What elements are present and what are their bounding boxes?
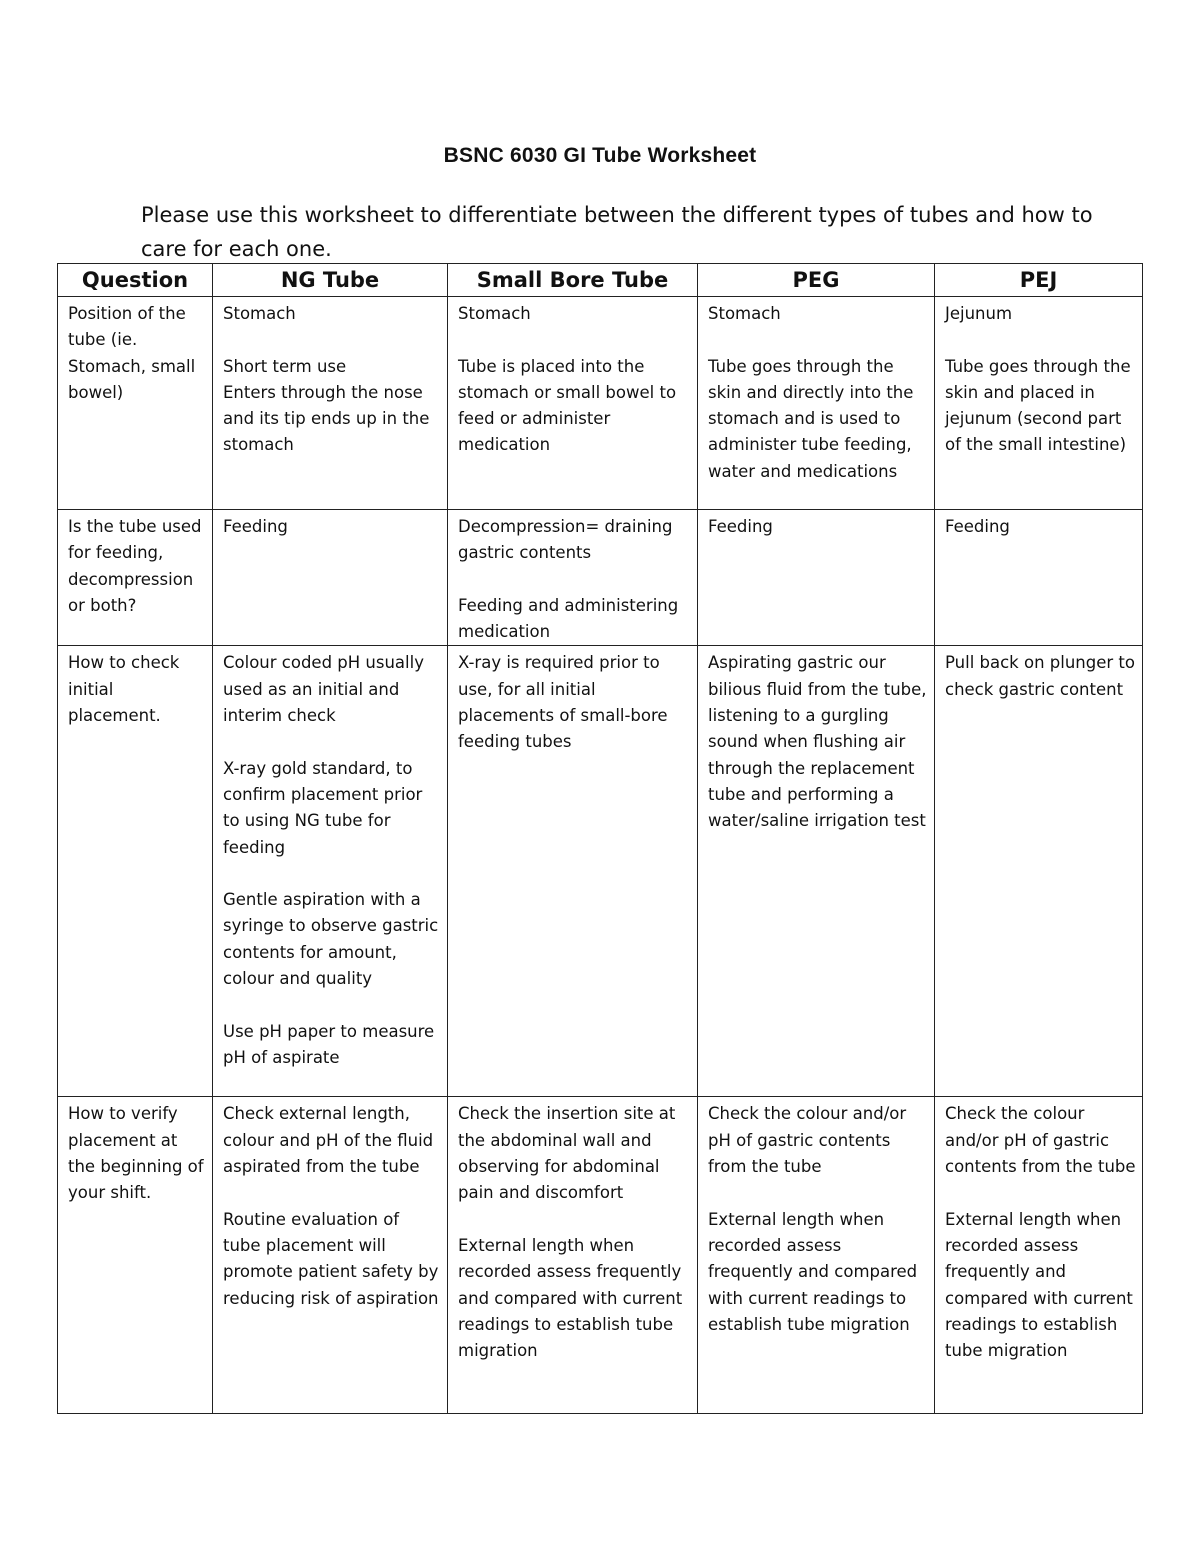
small-bore-cell <box>448 510 698 646</box>
ng-tube-cell <box>213 646 448 1097</box>
peg-cell <box>698 297 935 510</box>
header-question: Question <box>58 264 213 297</box>
cell-text: Jejunum <box>945 304 1013 323</box>
pej-cell <box>935 1097 1143 1414</box>
pej-cell <box>935 297 1143 510</box>
header-small-bore-tube: Small Bore Tube <box>448 264 698 297</box>
cell-text: Colour coded pH usually used as an initial and interim check <box>223 653 424 726</box>
ng-tube-cell <box>213 1097 448 1414</box>
cell-text: X-ray gold standard, to confirm placement prior to using NG tube for feeding <box>223 758 423 857</box>
cell-text: X-ray is required prior to use, for all initial placements of small-bore feeding tubes <box>458 653 668 752</box>
cell-text: Feeding <box>223 517 288 536</box>
question-cell <box>58 510 213 646</box>
cell-text: Routine evaluation of tube placement will promote patient safety by reducing risk of aspiration <box>223 1209 439 1308</box>
cell-text: Stomach <box>708 304 781 323</box>
table-row <box>58 297 1143 510</box>
cell-text: How to verify placement at the beginning of your shift. <box>68 1104 204 1203</box>
cell-text: Decompression= draining gastric contents <box>458 517 673 563</box>
pej-cell <box>935 646 1143 1097</box>
cell-text: Pull back on plunger to check gastric content <box>945 653 1135 699</box>
question-cell <box>58 297 213 510</box>
header-ng-tube: NG Tube <box>213 264 448 297</box>
cell-text: Short term use Enters through the nose and its tip ends up in the stomach <box>223 356 430 455</box>
pej-cell <box>935 510 1143 646</box>
page-title: BSNC 6030 GI Tube Worksheet <box>443 144 757 167</box>
peg-cell <box>698 646 935 1097</box>
gi-tube-table <box>57 263 1143 1414</box>
table-row <box>58 646 1143 1097</box>
header-pej: PEJ <box>935 264 1143 297</box>
ng-tube-cell <box>213 510 448 646</box>
cell-text: Check external length, colour and pH of the fluid aspirated from the tube <box>223 1104 434 1177</box>
cell-text: Tube goes through the skin and placed in jejunum (second part of the small intestine) <box>945 356 1131 455</box>
cell-text: Check the colour and/or pH of gastric contents from the tube <box>708 1104 907 1177</box>
small-bore-cell <box>448 646 698 1097</box>
cell-text: External length when recorded assess frequently and compared with current readings to establish tube migration <box>945 1209 1133 1361</box>
peg-cell <box>698 1097 935 1414</box>
cell-text: Check the colour and/or pH of gastric contents from the tube <box>945 1104 1136 1177</box>
cell-text: Tube is placed into the stomach or small bowel to feed or administer medication <box>458 356 677 455</box>
question-cell <box>58 646 213 1097</box>
intro-text: Please use this worksheet to differentiate between the different types of tubes and how to care for each one. <box>141 203 1093 261</box>
header-row <box>58 264 1143 297</box>
question-cell <box>58 1097 213 1414</box>
small-bore-cell <box>448 1097 698 1414</box>
header-peg: PEG <box>698 264 935 297</box>
table-row <box>58 1097 1143 1414</box>
cell-text: Feeding <box>945 517 1010 536</box>
cell-text: Position of the tube (ie. Stomach, small bowel) <box>68 304 196 402</box>
cell-text: External length when recorded assess frequently and compared with current readings to establish tube migration <box>708 1209 918 1334</box>
cell-text: Check the insertion site at the abdominal wall and observing for abdominal pain and discomfort <box>458 1104 676 1203</box>
cell-text: Is the tube used for feeding, decompression or both? <box>68 517 202 615</box>
cell-text: Use pH paper to measure pH of aspirate <box>223 1021 435 1067</box>
cell-text: Tube goes through the skin and directly into the stomach and is used to administer tube feeding, water and medications <box>708 356 914 481</box>
cell-text: How to check initial placement. <box>68 653 180 726</box>
cell-text: Stomach <box>458 304 531 323</box>
table-row <box>58 510 1143 646</box>
peg-cell <box>698 510 935 646</box>
cell-text: Stomach <box>223 304 296 323</box>
small-bore-cell <box>448 297 698 510</box>
cell-text: Feeding <box>708 517 773 536</box>
cell-text: External length when recorded assess frequently and compared with current readings to establish tube migration <box>458 1235 683 1361</box>
cell-text: Gentle aspiration with a syringe to observe gastric contents for amount, colour and quality <box>223 890 439 989</box>
ng-tube-cell <box>213 297 448 510</box>
cell-text: Feeding and administering medication <box>458 595 679 642</box>
cell-text: Aspirating gastric our bilious fluid from the tube, listening to a gurgling sound when flushing air through the replacement tube and performing a water/saline irrigation test <box>708 653 927 831</box>
